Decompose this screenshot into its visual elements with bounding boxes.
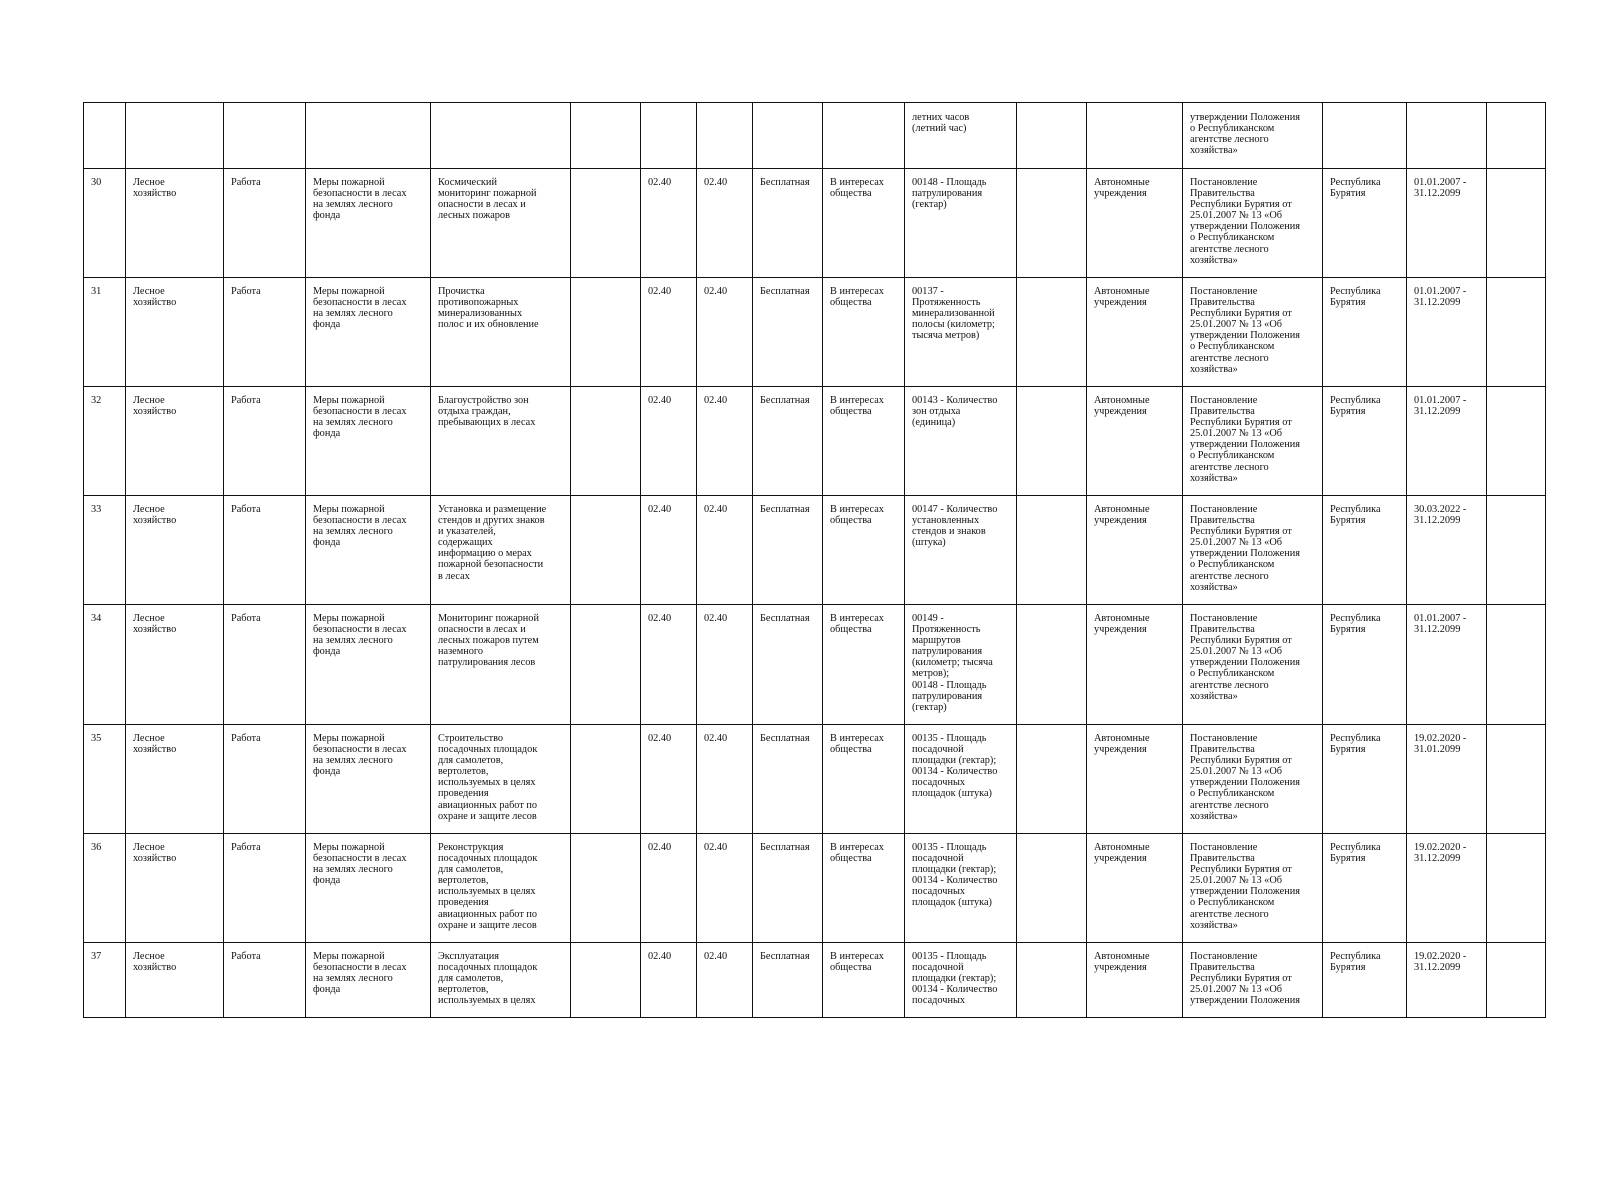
legal-basis-text: Постановление Правительства Республики Бурятия от 25.01.2007 № 13 «Об утверждении Положения о Республиканском агентстве лесного хозяйства» <box>1190 613 1300 702</box>
cell-work-name <box>431 387 571 496</box>
volume-indicator-text: 00135 - Площадь посадочной площадки (гектар); 00134 - Количество посадочных площадок (штука) <box>912 733 998 800</box>
work-name-text: Строительство посадочных площадок для самолетов, вертолетов, используемых в целях проведения авиационных работ по охране и защите лесов <box>438 733 538 822</box>
validity-period-text: 01.01.2007 - 31.12.2099 <box>1414 177 1467 200</box>
activity-area-text: Меры пожарной безопасности в лесах на землях лесного фонда <box>313 395 407 440</box>
volume-indicator-text: 00143 - Количество зон отдыха (единица) <box>912 395 998 429</box>
type-text: Работа <box>231 177 261 188</box>
cell-sector <box>126 725 224 834</box>
cell-type <box>224 278 306 387</box>
cell-validity-period <box>1407 943 1487 1018</box>
type-text: Работа <box>231 733 261 744</box>
cell-institution-type <box>1087 943 1183 1018</box>
region-text: Республика Бурятия <box>1330 395 1381 418</box>
cell-payment <box>753 496 823 605</box>
cell-type <box>224 496 306 605</box>
region-text: Республика Бурятия <box>1330 951 1381 974</box>
activity-area-text: Меры пожарной безопасности в лесах на землях лесного фонда <box>313 177 407 222</box>
legal-basis-text: Постановление Правительства Республики Бурятия от 25.01.2007 № 13 «Об утверждении Положения о Республиканском агентстве лесного хозяйства» <box>1190 395 1300 484</box>
cell-institution-type <box>1087 103 1183 169</box>
sector-text: Лесное хозяйство <box>133 951 177 974</box>
work-name-text: Реконструкция посадочных площадок для самолетов, вертолетов, используемых в целях проведения авиационных работ по охране и защите лесов <box>438 842 538 931</box>
cell-empty-col-c <box>1487 169 1546 278</box>
cell-sector <box>126 278 224 387</box>
okved-code-1-text: 02.40 <box>648 951 672 962</box>
cell-volume-indicator <box>905 387 1017 496</box>
cell-row-number <box>84 103 126 169</box>
okved-code-2-text: 02.40 <box>704 177 728 188</box>
work-name-text: Космический мониторинг пожарной опасности в лесах и лесных пожаров <box>438 177 537 222</box>
legal-basis-text: Постановление Правительства Республики Бурятия от 25.01.2007 № 13 «Об утверждении Положения о Республиканском агентстве лесного хозяйства» <box>1190 733 1300 822</box>
legal-basis-text: Постановление Правительства Республики Бурятия от 25.01.2007 № 13 «Об утверждении Положения о Республиканском агентстве лесного хозяйства» <box>1190 842 1300 931</box>
consumers-text: В интересах общества <box>830 951 884 974</box>
cell-payment <box>753 278 823 387</box>
okved-code-1-text: 02.40 <box>648 395 672 406</box>
cell-okved-code-2 <box>697 834 753 943</box>
payment-text: Бесплатная <box>760 951 810 962</box>
institution-type-text: Автономные учреждения <box>1094 733 1150 756</box>
payment-text: Бесплатная <box>760 733 810 744</box>
cell-row-number <box>84 278 126 387</box>
cell-payment <box>753 605 823 725</box>
cell-type <box>224 103 306 169</box>
cell-empty-col-b <box>1017 169 1087 278</box>
cell-validity-period <box>1407 278 1487 387</box>
cell-work-name <box>431 103 571 169</box>
cell-row-number <box>84 496 126 605</box>
sector-text: Лесное хозяйство <box>133 842 177 865</box>
cell-region <box>1323 387 1407 496</box>
payment-text: Бесплатная <box>760 286 810 297</box>
cell-consumers <box>823 496 905 605</box>
cell-work-name <box>431 278 571 387</box>
cell-payment <box>753 943 823 1018</box>
cell-empty-col-b <box>1017 278 1087 387</box>
cell-legal-basis <box>1183 496 1323 605</box>
cell-type <box>224 943 306 1018</box>
cell-institution-type <box>1087 387 1183 496</box>
cell-legal-basis <box>1183 834 1323 943</box>
cell-empty-col-a <box>571 278 641 387</box>
cell-empty-col-c <box>1487 278 1546 387</box>
cell-empty-col-a <box>571 943 641 1018</box>
row-number-text: 34 <box>91 613 102 624</box>
table-row <box>84 834 1546 943</box>
region-text: Республика Бурятия <box>1330 613 1381 636</box>
activity-area-text: Меры пожарной безопасности в лесах на землях лесного фонда <box>313 951 407 996</box>
cell-consumers <box>823 943 905 1018</box>
institution-type-text: Автономные учреждения <box>1094 177 1150 200</box>
cell-institution-type <box>1087 605 1183 725</box>
table-row <box>84 169 1546 278</box>
cell-empty-col-c <box>1487 834 1546 943</box>
payment-text: Бесплатная <box>760 842 810 853</box>
legal-basis-text: Постановление Правительства Республики Бурятия от 25.01.2007 № 13 «Об утверждении Положения о Республиканском агентстве лесного хозяйства» <box>1190 177 1300 266</box>
sector-text: Лесное хозяйство <box>133 733 177 756</box>
cell-institution-type <box>1087 278 1183 387</box>
cell-empty-col-a <box>571 834 641 943</box>
cell-consumers <box>823 103 905 169</box>
cell-empty-col-a <box>571 169 641 278</box>
cell-row-number <box>84 169 126 278</box>
cell-okved-code-2 <box>697 103 753 169</box>
cell-okved-code-2 <box>697 169 753 278</box>
cell-legal-basis <box>1183 725 1323 834</box>
cell-region <box>1323 725 1407 834</box>
work-name-text: Благоустройство зон отдыха граждан, пребывающих в лесах <box>438 395 536 429</box>
cell-activity-area <box>306 169 431 278</box>
consumers-text: В интересах общества <box>830 504 884 527</box>
cell-region <box>1323 834 1407 943</box>
cell-work-name <box>431 834 571 943</box>
cell-sector <box>126 834 224 943</box>
cell-activity-area <box>306 834 431 943</box>
cell-validity-period <box>1407 387 1487 496</box>
validity-period-text: 01.01.2007 - 31.12.2099 <box>1414 395 1467 418</box>
cell-okved-code-2 <box>697 725 753 834</box>
cell-row-number <box>84 725 126 834</box>
cell-work-name <box>431 725 571 834</box>
okved-code-2-text: 02.40 <box>704 733 728 744</box>
cell-okved-code-2 <box>697 278 753 387</box>
validity-period-text: 19.02.2020 - 31.12.2099 <box>1414 951 1467 974</box>
cell-activity-area <box>306 278 431 387</box>
okved-code-1-text: 02.40 <box>648 733 672 744</box>
payment-text: Бесплатная <box>760 177 810 188</box>
cell-empty-col-c <box>1487 605 1546 725</box>
okved-code-1-text: 02.40 <box>648 613 672 624</box>
cell-sector <box>126 496 224 605</box>
cell-empty-col-b <box>1017 943 1087 1018</box>
cell-consumers <box>823 387 905 496</box>
cell-volume-indicator <box>905 169 1017 278</box>
row-number-text: 37 <box>91 951 102 962</box>
activity-area-text: Меры пожарной безопасности в лесах на землях лесного фонда <box>313 842 407 887</box>
institution-type-text: Автономные учреждения <box>1094 613 1150 636</box>
work-name-text: Прочистка противопожарных минерализованных полос и их обновление <box>438 286 539 331</box>
table-row <box>84 605 1546 725</box>
row-number-text: 30 <box>91 177 102 188</box>
cell-volume-indicator <box>905 943 1017 1018</box>
cell-empty-col-b <box>1017 103 1087 169</box>
table-continuation-row <box>84 103 1546 169</box>
cell-volume-indicator <box>905 103 1017 169</box>
cell-consumers <box>823 834 905 943</box>
cell-activity-area <box>306 496 431 605</box>
okved-code-1-text: 02.40 <box>648 504 672 515</box>
region-text: Республика Бурятия <box>1330 733 1381 756</box>
cell-empty-col-a <box>571 103 641 169</box>
okved-code-1-text: 02.40 <box>648 842 672 853</box>
cell-okved-code-1 <box>641 103 697 169</box>
validity-period-text: 01.01.2007 - 31.12.2099 <box>1414 613 1467 636</box>
cell-validity-period <box>1407 605 1487 725</box>
cell-institution-type <box>1087 496 1183 605</box>
cell-okved-code-2 <box>697 605 753 725</box>
cell-empty-col-a <box>571 725 641 834</box>
okved-code-2-text: 02.40 <box>704 842 728 853</box>
cell-sector <box>126 103 224 169</box>
cell-type <box>224 725 306 834</box>
region-text: Республика Бурятия <box>1330 842 1381 865</box>
cell-okved-code-1 <box>641 387 697 496</box>
cell-row-number <box>84 605 126 725</box>
cell-institution-type <box>1087 834 1183 943</box>
cell-row-number <box>84 943 126 1018</box>
cell-payment <box>753 834 823 943</box>
cell-row-number <box>84 834 126 943</box>
legal-basis-text: Постановление Правительства Республики Бурятия от 25.01.2007 № 13 «Об утверждении Положения о Республиканском агентстве лесного хозяйства» <box>1190 504 1300 593</box>
work-name-text: Мониторинг пожарной опасности в лесах и лесных пожаров путем наземного патрулирования лесов <box>438 613 539 669</box>
cell-empty-col-a <box>571 387 641 496</box>
work-name-text: Эксплуатация посадочных площадок для самолетов, вертолетов, используемых в целях <box>438 951 538 1007</box>
cell-payment <box>753 169 823 278</box>
type-text: Работа <box>231 613 261 624</box>
activity-area-text: Меры пожарной безопасности в лесах на землях лесного фонда <box>313 504 407 549</box>
cell-work-name <box>431 605 571 725</box>
cell-empty-col-b <box>1017 605 1087 725</box>
cell-validity-period <box>1407 103 1487 169</box>
volume-indicator-text: 00137 - Протяженность минерализованной полосы (километр; тысяча метров) <box>912 286 995 342</box>
cell-work-name <box>431 943 571 1018</box>
cell-okved-code-2 <box>697 943 753 1018</box>
document-table <box>83 102 1546 1018</box>
institution-type-text: Автономные учреждения <box>1094 395 1150 418</box>
row-number-text: 31 <box>91 286 102 297</box>
cell-activity-area <box>306 725 431 834</box>
okved-code-2-text: 02.40 <box>704 504 728 515</box>
cell-type <box>224 834 306 943</box>
volume-indicator-text: 00135 - Площадь посадочной площадки (гектар); 00134 - Количество посадочных <box>912 951 998 1007</box>
cell-okved-code-1 <box>641 169 697 278</box>
region-text: Республика Бурятия <box>1330 504 1381 527</box>
cell-legal-basis <box>1183 605 1323 725</box>
volume-indicator-text: 00148 - Площадь патрулирования (гектар) <box>912 177 987 211</box>
cell-validity-period <box>1407 725 1487 834</box>
cell-sector <box>126 169 224 278</box>
cell-type <box>224 605 306 725</box>
cell-legal-basis <box>1183 387 1323 496</box>
okved-code-1-text: 02.40 <box>648 177 672 188</box>
cell-institution-type <box>1087 725 1183 834</box>
cell-work-name <box>431 169 571 278</box>
row-number-text: 32 <box>91 395 102 406</box>
consumers-text: В интересах общества <box>830 177 884 200</box>
type-text: Работа <box>231 504 261 515</box>
cell-empty-col-b <box>1017 496 1087 605</box>
cell-volume-indicator <box>905 834 1017 943</box>
cell-sector <box>126 605 224 725</box>
cell-legal-basis <box>1183 103 1323 169</box>
okved-code-2-text: 02.40 <box>704 286 728 297</box>
work-name-text: Установка и размещение стендов и других знаков и указателей, содержащих информацию о мерах пожарной безопасности в лесах <box>438 504 547 582</box>
legal-basis-text: утверждении Положения о Республиканском агентстве лесного хозяйства» <box>1190 112 1300 157</box>
cell-region <box>1323 943 1407 1018</box>
validity-period-text: 19.02.2020 - 31.01.2099 <box>1414 733 1467 756</box>
row-number-text: 33 <box>91 504 102 515</box>
cell-consumers <box>823 725 905 834</box>
cell-consumers <box>823 169 905 278</box>
cell-region <box>1323 169 1407 278</box>
cell-region <box>1323 496 1407 605</box>
cell-okved-code-1 <box>641 725 697 834</box>
row-number-text: 35 <box>91 733 102 744</box>
cell-okved-code-1 <box>641 278 697 387</box>
payment-text: Бесплатная <box>760 613 810 624</box>
institution-type-text: Автономные учреждения <box>1094 842 1150 865</box>
cell-sector <box>126 387 224 496</box>
consumers-text: В интересах общества <box>830 733 884 756</box>
cell-empty-col-b <box>1017 387 1087 496</box>
institution-type-text: Автономные учреждения <box>1094 504 1150 527</box>
type-text: Работа <box>231 286 261 297</box>
cell-consumers <box>823 605 905 725</box>
type-text: Работа <box>231 842 261 853</box>
cell-volume-indicator <box>905 496 1017 605</box>
cell-consumers <box>823 278 905 387</box>
cell-empty-col-b <box>1017 725 1087 834</box>
cell-payment <box>753 103 823 169</box>
cell-payment <box>753 725 823 834</box>
consumers-text: В интересах общества <box>830 613 884 636</box>
okved-code-2-text: 02.40 <box>704 613 728 624</box>
sector-text: Лесное хозяйство <box>133 504 177 527</box>
cell-type <box>224 169 306 278</box>
cell-region <box>1323 103 1407 169</box>
sector-text: Лесное хозяйство <box>133 613 177 636</box>
cell-activity-area <box>306 943 431 1018</box>
region-text: Республика Бурятия <box>1330 177 1381 200</box>
validity-period-text: 01.01.2007 - 31.12.2099 <box>1414 286 1467 309</box>
cell-empty-col-a <box>571 605 641 725</box>
sector-text: Лесное хозяйство <box>133 395 177 418</box>
table-row <box>84 943 1546 1018</box>
institution-type-text: Автономные учреждения <box>1094 951 1150 974</box>
cell-payment <box>753 387 823 496</box>
cell-empty-col-b <box>1017 834 1087 943</box>
table-body <box>84 103 1546 1018</box>
sector-text: Лесное хозяйство <box>133 177 177 200</box>
consumers-text: В интересах общества <box>830 395 884 418</box>
cell-empty-col-c <box>1487 725 1546 834</box>
legal-basis-text: Постановление Правительства Республики Бурятия от 25.01.2007 № 13 «Об утверждении Положения о Республиканском агентстве лесного хозяйства» <box>1190 286 1300 375</box>
cell-type <box>224 387 306 496</box>
table-row <box>84 387 1546 496</box>
type-text: Работа <box>231 951 261 962</box>
volume-indicator-text: 00147 - Количество установленных стендов и знаков (штука) <box>912 504 998 549</box>
cell-okved-code-1 <box>641 943 697 1018</box>
consumers-text: В интересах общества <box>830 842 884 865</box>
institution-type-text: Автономные учреждения <box>1094 286 1150 309</box>
cell-region <box>1323 278 1407 387</box>
payment-text: Бесплатная <box>760 504 810 515</box>
table-row <box>84 496 1546 605</box>
cell-volume-indicator <box>905 605 1017 725</box>
okved-code-2-text: 02.40 <box>704 395 728 406</box>
okved-code-2-text: 02.40 <box>704 951 728 962</box>
cell-volume-indicator <box>905 725 1017 834</box>
cell-empty-col-c <box>1487 387 1546 496</box>
cell-okved-code-1 <box>641 834 697 943</box>
cell-okved-code-2 <box>697 496 753 605</box>
region-text: Республика Бурятия <box>1330 286 1381 309</box>
cell-volume-indicator <box>905 278 1017 387</box>
cell-region <box>1323 605 1407 725</box>
cell-activity-area <box>306 387 431 496</box>
type-text: Работа <box>231 395 261 406</box>
consumers-text: В интересах общества <box>830 286 884 309</box>
validity-period-text: 30.03.2022 - 31.12.2099 <box>1414 504 1467 527</box>
cell-activity-area <box>306 103 431 169</box>
cell-okved-code-2 <box>697 387 753 496</box>
cell-legal-basis <box>1183 278 1323 387</box>
payment-text: Бесплатная <box>760 395 810 406</box>
cell-validity-period <box>1407 169 1487 278</box>
cell-empty-col-c <box>1487 943 1546 1018</box>
cell-okved-code-1 <box>641 605 697 725</box>
cell-okved-code-1 <box>641 496 697 605</box>
table-row <box>84 278 1546 387</box>
table-row <box>84 725 1546 834</box>
cell-empty-col-a <box>571 496 641 605</box>
cell-empty-col-c <box>1487 103 1546 169</box>
okved-code-1-text: 02.40 <box>648 286 672 297</box>
cell-empty-col-c <box>1487 496 1546 605</box>
validity-period-text: 19.02.2020 - 31.12.2099 <box>1414 842 1467 865</box>
legal-basis-text: Постановление Правительства Республики Бурятия от 25.01.2007 № 13 «Об утверждении Положения <box>1190 951 1300 1007</box>
cell-work-name <box>431 496 571 605</box>
activity-area-text: Меры пожарной безопасности в лесах на землях лесного фонда <box>313 733 407 778</box>
cell-institution-type <box>1087 169 1183 278</box>
row-number-text: 36 <box>91 842 102 853</box>
sector-text: Лесное хозяйство <box>133 286 177 309</box>
cell-sector <box>126 943 224 1018</box>
cell-validity-period <box>1407 496 1487 605</box>
cell-activity-area <box>306 605 431 725</box>
volume-indicator-text: 00149 - Протяженность маршрутов патрулирования (километр; тысяча метров); 00148 - Площадь патрулирования (гектар) <box>912 613 993 713</box>
volume-indicator-text: 00135 - Площадь посадочной площадки (гектар); 00134 - Количество посадочных площадок (штука) <box>912 842 998 909</box>
cell-row-number <box>84 387 126 496</box>
activity-area-text: Меры пожарной безопасности в лесах на землях лесного фонда <box>313 286 407 331</box>
cell-validity-period <box>1407 834 1487 943</box>
activity-area-text: Меры пожарной безопасности в лесах на землях лесного фонда <box>313 613 407 658</box>
cell-legal-basis <box>1183 169 1323 278</box>
volume-indicator-text: летних часов (летний час) <box>912 112 970 135</box>
cell-legal-basis <box>1183 943 1323 1018</box>
